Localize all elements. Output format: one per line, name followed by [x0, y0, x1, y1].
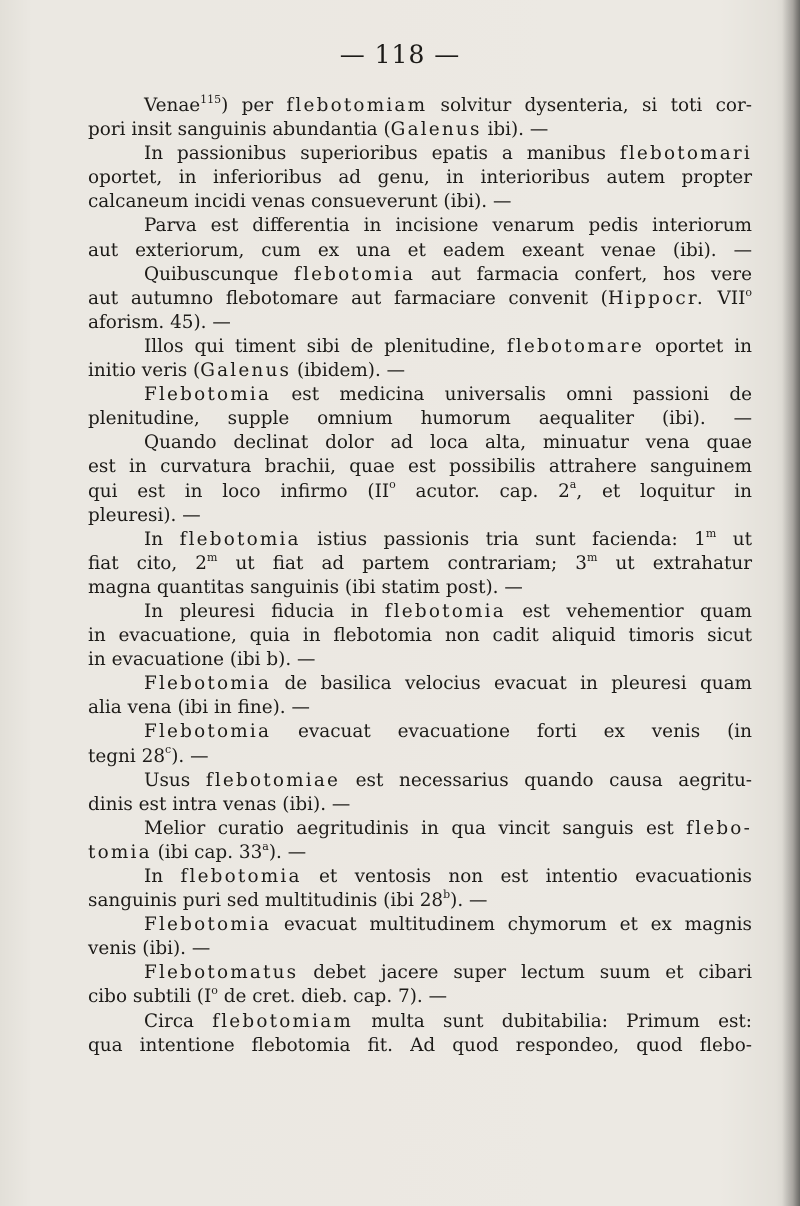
text-line: [88, 480, 752, 504]
text-run: (ibi cap. 33: [151, 841, 263, 863]
text-line: [88, 648, 752, 672]
text-line: [88, 672, 752, 696]
text-line: [88, 504, 752, 528]
text-run: Quando declinat dolor ad loca alta, minuatur vena quae: [144, 432, 752, 454]
text-run: de cret. dieb. cap. 7). —: [217, 986, 447, 1008]
text-line: [88, 745, 752, 769]
page-edge-shadow: [782, 0, 800, 1206]
text-line: [88, 263, 752, 287]
text-run: solvitur dysenteria, si toti cor-: [427, 95, 752, 116]
text-run: cibo subtili (I: [88, 986, 212, 1008]
spaced-term: Flebotomia: [144, 721, 272, 743]
text-line: [88, 696, 752, 720]
text-run: ut: [716, 528, 752, 550]
text-run: venis (ibi). —: [88, 938, 211, 960]
text-line: [88, 383, 752, 407]
text-run: est in curvatura brachii, quae est possibilis attrahere sanguinem: [88, 456, 752, 478]
text-line: [88, 552, 752, 576]
text-run: Circa: [144, 1010, 213, 1032]
spaced-term: Flebotomia: [144, 384, 272, 406]
superscript: a: [262, 839, 269, 853]
spaced-term: flebotomari: [619, 143, 752, 165]
text-line: [88, 720, 752, 744]
text-run: alia vena (ibi in fine). —: [88, 697, 310, 719]
text-line: [88, 865, 752, 889]
text-line: [88, 118, 752, 142]
page-number: — 118 —: [339, 40, 461, 69]
text-line: [88, 359, 752, 383]
superscript: o: [389, 478, 396, 492]
superscript: m: [586, 550, 598, 564]
text-line: [88, 311, 752, 335]
text-run: est medicina universalis omni passioni de: [271, 384, 752, 406]
text-run: oportet, in inferioribus ad genu, in interioribus autem propter: [88, 167, 752, 189]
spaced-term: Flebotomatus: [144, 962, 299, 984]
spaced-term: tomia: [88, 841, 152, 863]
text-run: evacuat multitudinem chymorum et ex magnis: [271, 914, 752, 936]
text-run: multa sunt dubitabilia: Primum est:: [353, 1010, 752, 1032]
text-line: [88, 937, 752, 961]
text-run: Venae: [144, 95, 201, 116]
text-run: acutor. cap. 2: [395, 480, 570, 502]
superscript: o: [211, 984, 218, 998]
text-line: [88, 769, 752, 793]
spaced-term: flebotomia: [179, 528, 301, 550]
text-line: [88, 214, 752, 238]
spaced-term: flebotomare: [506, 335, 645, 357]
superscript: c: [165, 743, 172, 757]
superscript: m: [206, 550, 218, 564]
text-line: [88, 94, 752, 118]
text-line: [88, 455, 752, 479]
text-run: istius passionis tria sunt facienda: 1: [300, 528, 706, 550]
text-line: [88, 335, 752, 359]
text-run: , et loquitur in: [576, 480, 752, 502]
text-run: evacuat evacuatione forti ex venis (in: [271, 721, 752, 743]
spaced-term: Hippocr.: [607, 287, 705, 309]
text-line: [88, 166, 752, 190]
superscript: m: [705, 526, 717, 540]
text-line: [88, 817, 752, 841]
spaced-term: flebotomiam: [286, 95, 428, 116]
text-run: In pleuresi fiducia in: [144, 600, 385, 622]
text-line: [88, 1034, 752, 1058]
text-line: [88, 985, 752, 1009]
text-run: magna quantitas sanguinis (ibi statim post). —: [88, 576, 523, 598]
text-run: Parva est differentia in incisione venarum pedis interiorum: [144, 215, 752, 237]
text-run: debet jacere super lectum suum et cibari: [298, 962, 752, 984]
text-line: [88, 841, 752, 865]
page-body-text: [88, 94, 752, 1058]
text-line: [88, 576, 752, 600]
text-run: in evacuatione, quia in flebotomia non cadit aliquid timoris sicut: [88, 625, 752, 647]
text-line: [88, 287, 752, 311]
text-line: [88, 793, 752, 817]
text-run: ). —: [450, 890, 488, 912]
text-run: in evacuatione (ibi b). —: [88, 649, 316, 671]
text-line: [88, 600, 752, 624]
superscript: o: [745, 285, 752, 299]
text-run: ) per: [221, 95, 287, 116]
text-run: pori insit sanguinis abundantia (: [88, 119, 391, 141]
text-run: ut fiat ad partem contrariam; 3: [217, 552, 587, 574]
text-run: est vehementior quam: [505, 600, 753, 622]
text-run: In: [144, 866, 181, 887]
text-run: dinis est intra venas (ibi). —: [88, 793, 351, 815]
text-run: aforism. 45). —: [88, 311, 231, 333]
text-run: Usus: [144, 769, 206, 791]
text-run: fiat cito, 2: [88, 552, 207, 574]
text-run: ut extrahatur: [597, 552, 752, 574]
text-run: initio veris (: [88, 360, 201, 382]
text-run: aut autumno flebotomare aut farmaciare convenit (: [88, 287, 608, 309]
text-run: In passionibus superioribus epatis a manibus: [144, 143, 620, 165]
text-run: sanguinis puri sed multitudinis (ibi 28: [88, 890, 444, 912]
spaced-term: Galenus: [390, 119, 482, 141]
text-run: Melior curatio aegritudinis in qua vincit sanguis est: [144, 817, 687, 839]
text-run: Quibuscunque: [144, 263, 294, 285]
text-run: de basilica velocius evacuat in pleuresi quam: [271, 673, 752, 695]
spaced-term: Galenus: [200, 360, 292, 382]
text-line: [88, 239, 752, 263]
text-run: (ibidem). —: [291, 360, 406, 382]
text-line: [88, 913, 752, 937]
spaced-term: flebotomia: [294, 263, 416, 285]
text-run: qua intentione flebotomia fit. Ad quod respondeo, quod flebo-: [88, 1034, 752, 1056]
spaced-term: flebo-: [686, 817, 752, 839]
text-run: VII: [704, 287, 746, 309]
superscript: b: [443, 887, 451, 901]
superscript: 115: [200, 92, 222, 106]
text-run: aut exteriorum, cum ex una et eadem exeant venae (ibi). —: [88, 239, 752, 261]
text-run: Illos qui timent sibi de plenitudine,: [144, 335, 507, 357]
text-run: pleuresi). —: [88, 504, 201, 526]
text-run: ). —: [171, 745, 209, 767]
text-line: [88, 1010, 752, 1034]
text-run: In: [144, 528, 180, 550]
text-run: qui est in loco infirmo (II: [88, 480, 390, 502]
text-run: oportet in: [644, 335, 752, 357]
text-line: [88, 190, 752, 214]
text-line: [88, 528, 752, 552]
text-line: [88, 431, 752, 455]
spaced-term: flebotomiae: [205, 769, 341, 791]
text-run: ). —: [268, 841, 307, 863]
superscript: a: [569, 478, 577, 492]
spaced-term: flebotomia: [180, 866, 302, 887]
text-line: [88, 142, 752, 166]
text-run: plenitudine, supple omnium humorum aequaliter (ibi). —: [88, 408, 752, 430]
text-line: [88, 889, 752, 913]
text-run: est necessarius quando causa aegritu-: [340, 769, 752, 791]
spaced-term: Flebotomia: [144, 673, 272, 695]
text-run: et ventosis non est intentio evacuationis: [301, 866, 752, 887]
text-line: [88, 961, 752, 985]
spaced-term: Flebotomia: [144, 914, 272, 936]
text-run: ibi). —: [481, 119, 549, 141]
text-run: aut farmacia confert, hos vere: [415, 263, 752, 285]
text-line: [88, 624, 752, 648]
text-run: calcaneum incidi venas consueverunt (ibi). —: [88, 191, 512, 213]
spaced-term: flebotomia: [384, 600, 506, 622]
text-line: [88, 407, 752, 431]
spaced-term: flebotomiam: [212, 1010, 354, 1032]
text-run: tegni 28: [88, 745, 166, 767]
